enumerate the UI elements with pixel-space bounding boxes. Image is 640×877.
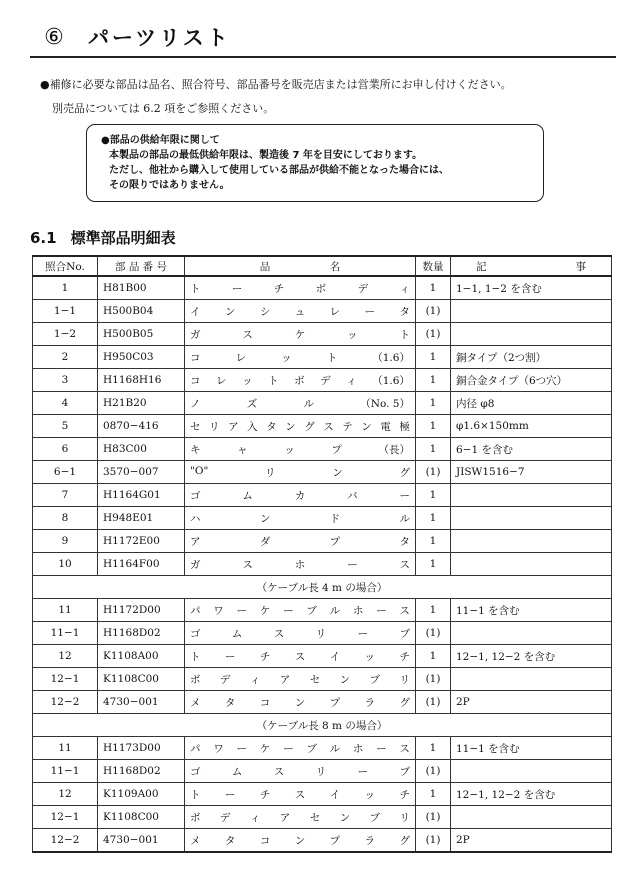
cell-no: 2 (33, 346, 98, 369)
group-label: （ケーブル長 8 m の場合） (33, 714, 612, 737)
cell-remarks: φ1.6×150mm (451, 415, 612, 438)
name-letters: ト ー チ ボ デ ィ (190, 282, 410, 295)
cell-name (185, 415, 416, 438)
notice-title: ●部品の供給年限に関して (101, 135, 220, 146)
cell-no: 1−2 (33, 323, 98, 346)
cell-no: 10 (33, 553, 98, 576)
name-letters: ボ デ ィ ア セ ン ブ リ (190, 673, 410, 686)
cell-no: 12−2 (33, 691, 98, 714)
cell-name (185, 783, 416, 806)
cell-no: 12−2 (33, 829, 98, 853)
cell-remarks (451, 507, 612, 530)
cell-qty: 1 (416, 369, 451, 392)
cell-name (185, 530, 416, 553)
cell-qty: (1) (416, 760, 451, 783)
table-row (33, 829, 612, 853)
cell-no: 6−1 (33, 461, 98, 484)
cell-qty: 1 (416, 276, 451, 300)
name-letters: ボ デ ィ ア セ ン ブ リ (190, 811, 410, 824)
cell-no: 1 (33, 276, 98, 300)
cell-remarks (451, 323, 612, 346)
cell-remarks: 12−1, 12−2 を含む (451, 783, 612, 806)
cell-qty: (1) (416, 691, 451, 714)
table-row (33, 346, 612, 369)
cell-part: K1108C00 (98, 806, 185, 829)
cell-part: K1108A00 (98, 645, 185, 668)
cell-no: 4 (33, 392, 98, 415)
name-letters: ゴ ム ス リ ー ブ (190, 627, 410, 640)
notice-box (86, 124, 544, 202)
cell-qty: 1 (416, 737, 451, 760)
cell-remarks: 6−1 を含む (451, 438, 612, 461)
header-part: 部 品 番 号 (98, 256, 185, 276)
cell-remarks (451, 806, 612, 829)
table-row (33, 507, 612, 530)
cell-remarks: 銅タイプ（2つ割） (451, 346, 612, 369)
cell-remarks: 11−1 を含む (451, 599, 612, 622)
table-row (33, 622, 612, 645)
note-line: ●補修に必要な部品は品名、照合符号、部品番号を販売店または営業所にお申し付けください。 (40, 78, 512, 91)
cell-part: K1109A00 (98, 783, 185, 806)
cell-qty: 1 (416, 553, 451, 576)
cell-remarks (451, 530, 612, 553)
subsection-title: 標準部品明細表 (70, 229, 176, 247)
cell-no: 12−1 (33, 806, 98, 829)
cell-name (185, 668, 416, 691)
cell-part: H948E01 (98, 507, 185, 530)
cell-qty: (1) (416, 622, 451, 645)
cell-remarks: 11−1 を含む (451, 737, 612, 760)
cell-part: H1172D00 (98, 599, 185, 622)
cell-remarks: 内径 φ8 (451, 392, 612, 415)
parts-table (32, 255, 612, 853)
table-row (33, 783, 612, 806)
cell-remarks (451, 668, 612, 691)
cell-no: 12−1 (33, 668, 98, 691)
cell-no: 9 (33, 530, 98, 553)
table-header-row (33, 256, 612, 276)
name-letters: コ レ ッ ト （1.6） (190, 351, 410, 364)
cell-no: 5 (33, 415, 98, 438)
cell-qty: (1) (416, 300, 451, 323)
table-row (33, 530, 612, 553)
cell-part: H1164F00 (98, 553, 185, 576)
cell-part: H1168H16 (98, 369, 185, 392)
cell-no: 11−1 (33, 622, 98, 645)
cell-remarks: 2P (451, 691, 612, 714)
cell-name (185, 645, 416, 668)
cell-part: H83C00 (98, 438, 185, 461)
cell-no: 3 (33, 369, 98, 392)
cell-name (185, 599, 416, 622)
group-label: （ケーブル長 4 m の場合） (33, 576, 612, 599)
cell-part: H500B04 (98, 300, 185, 323)
cell-part: H1172E00 (98, 530, 185, 553)
cell-part: K1108C00 (98, 668, 185, 691)
cell-part: H1168D02 (98, 622, 185, 645)
cell-name (185, 438, 416, 461)
cell-remarks: 2P (451, 829, 612, 853)
cell-qty: (1) (416, 829, 451, 853)
cell-name (185, 461, 416, 484)
cell-part: H1164G01 (98, 484, 185, 507)
name-letters: ガ ス ホ ー ス (190, 558, 410, 571)
name-letters: ゴ ム カ バ ー (190, 489, 410, 502)
subsection-number: 6.1 (30, 229, 57, 247)
table-row (33, 415, 612, 438)
cell-remarks (451, 484, 612, 507)
cell-name (185, 507, 416, 530)
cell-remarks (451, 553, 612, 576)
cell-name (185, 346, 416, 369)
cell-part: H21B20 (98, 392, 185, 415)
cell-no: 11 (33, 737, 98, 760)
header-name (185, 256, 416, 276)
cell-name (185, 737, 416, 760)
cell-qty: 1 (416, 645, 451, 668)
name-letters: イ ン シ ュ レ ー タ (190, 305, 410, 318)
cell-name (185, 392, 416, 415)
table-group-row (33, 576, 612, 599)
section-title: パーツリスト (88, 26, 231, 50)
name-letters: パ ワ ー ケ ー ブ ル ホ ー ス (190, 742, 410, 755)
cell-part: H1168D02 (98, 760, 185, 783)
cell-name (185, 691, 416, 714)
header-remarks-1: 記 (476, 260, 487, 273)
table-row (33, 691, 612, 714)
table-group-row (33, 714, 612, 737)
cell-name (185, 829, 416, 853)
name-letters: ト ー チ ス イ ッ チ (190, 788, 410, 801)
table-row (33, 438, 612, 461)
cell-remarks: JISW1516−7 (451, 461, 612, 484)
table-row (33, 553, 612, 576)
name-letters: ト ー チ ス イ ッ チ (190, 650, 410, 663)
table-row (33, 323, 612, 346)
cell-remarks: 12−1, 12−2 を含む (451, 645, 612, 668)
cell-qty: (1) (416, 461, 451, 484)
cell-no: 8 (33, 507, 98, 530)
cell-part: H1173D00 (98, 737, 185, 760)
name-letters: パ ワ ー ケ ー ブ ル ホ ー ス (190, 604, 410, 617)
table-row (33, 599, 612, 622)
cell-qty: (1) (416, 668, 451, 691)
cell-part: 4730−001 (98, 829, 185, 853)
name-letters: ハ ン ド ル (190, 512, 410, 525)
section-number: ⑥ (44, 24, 64, 50)
cell-name (185, 553, 416, 576)
cell-name (185, 806, 416, 829)
cell-part: H81B00 (98, 276, 185, 300)
table-row (33, 806, 612, 829)
cell-qty: 1 (416, 530, 451, 553)
cell-part: 3570−007 (98, 461, 185, 484)
cell-qty: 1 (416, 507, 451, 530)
notice-line: その限りではありません。 (109, 180, 230, 191)
cell-qty: 1 (416, 415, 451, 438)
cell-name (185, 484, 416, 507)
table-row (33, 276, 612, 300)
section-header (30, 18, 616, 58)
cell-name (185, 369, 416, 392)
cell-name (185, 323, 416, 346)
name-letters: キ ャ ッ プ （長） (190, 443, 410, 456)
cell-part: H950C03 (98, 346, 185, 369)
header-name-2: 名 (329, 260, 341, 273)
cell-qty: (1) (416, 806, 451, 829)
header-no: 照合No. (33, 256, 98, 276)
cell-part: 0870−416 (98, 415, 185, 438)
cell-no: 6 (33, 438, 98, 461)
table-row (33, 668, 612, 691)
header-name-1: 品 (259, 260, 271, 273)
notes (40, 73, 610, 121)
name-letters: メ タ コ ン プ ラ グ (190, 834, 410, 847)
cell-remarks: 銅合金タイプ（6つ穴） (451, 369, 612, 392)
cell-remarks (451, 300, 612, 323)
name-letters: ガ ス ケ ッ ト (190, 328, 410, 341)
cell-no: 11−1 (33, 760, 98, 783)
name-letters: セ リ ア 入 タ ン グ ス テ ン 電 極 (190, 420, 410, 433)
cell-remarks (451, 760, 612, 783)
table-row (33, 484, 612, 507)
notice-line: 本製品の部品の最低供給年限は、製造後 7 年を目安にしております。 (109, 150, 423, 161)
note-line: 別売品については 6.2 項をご参照ください。 (52, 102, 275, 115)
cell-name (185, 300, 416, 323)
cell-no: 7 (33, 484, 98, 507)
table-row (33, 369, 612, 392)
cell-no: 12 (33, 783, 98, 806)
cell-name (185, 276, 416, 300)
cell-remarks (451, 622, 612, 645)
table-row (33, 461, 612, 484)
name-letters: ゴ ム ス リ ー ブ (190, 765, 410, 778)
header-remarks-2: 事 (575, 260, 586, 273)
name-letters: メ タ コ ン プ ラ グ (190, 696, 410, 709)
name-letters: "O" リ ン グ (190, 464, 410, 479)
name-letters: ア ダ プ タ (190, 535, 410, 548)
notice-line: ただし、他社から購入して使用している部品が供給不能となった場合には、 (109, 165, 449, 176)
table-row (33, 392, 612, 415)
cell-part: 4730−001 (98, 691, 185, 714)
name-letters: コ レ ッ ト ボ デ ィ （1.6） (190, 374, 410, 387)
header-remarks (451, 256, 612, 276)
cell-remarks: 1−1, 1−2 を含む (451, 276, 612, 300)
table-row (33, 645, 612, 668)
cell-qty: 1 (416, 484, 451, 507)
cell-qty: 1 (416, 438, 451, 461)
cell-no: 11 (33, 599, 98, 622)
cell-qty: 1 (416, 599, 451, 622)
table-row (33, 760, 612, 783)
header-qty: 数量 (416, 256, 451, 276)
cell-qty: 1 (416, 392, 451, 415)
cell-qty: (1) (416, 323, 451, 346)
subsection-header (30, 227, 190, 248)
table-body (33, 276, 612, 852)
table-row (33, 300, 612, 323)
cell-name (185, 622, 416, 645)
cell-no: 12 (33, 645, 98, 668)
table-row (33, 737, 612, 760)
cell-part: H500B05 (98, 323, 185, 346)
cell-no: 1−1 (33, 300, 98, 323)
cell-qty: 1 (416, 783, 451, 806)
cell-qty: 1 (416, 346, 451, 369)
cell-name (185, 760, 416, 783)
name-letters: ノ ズ ル （No. 5） (190, 397, 410, 410)
